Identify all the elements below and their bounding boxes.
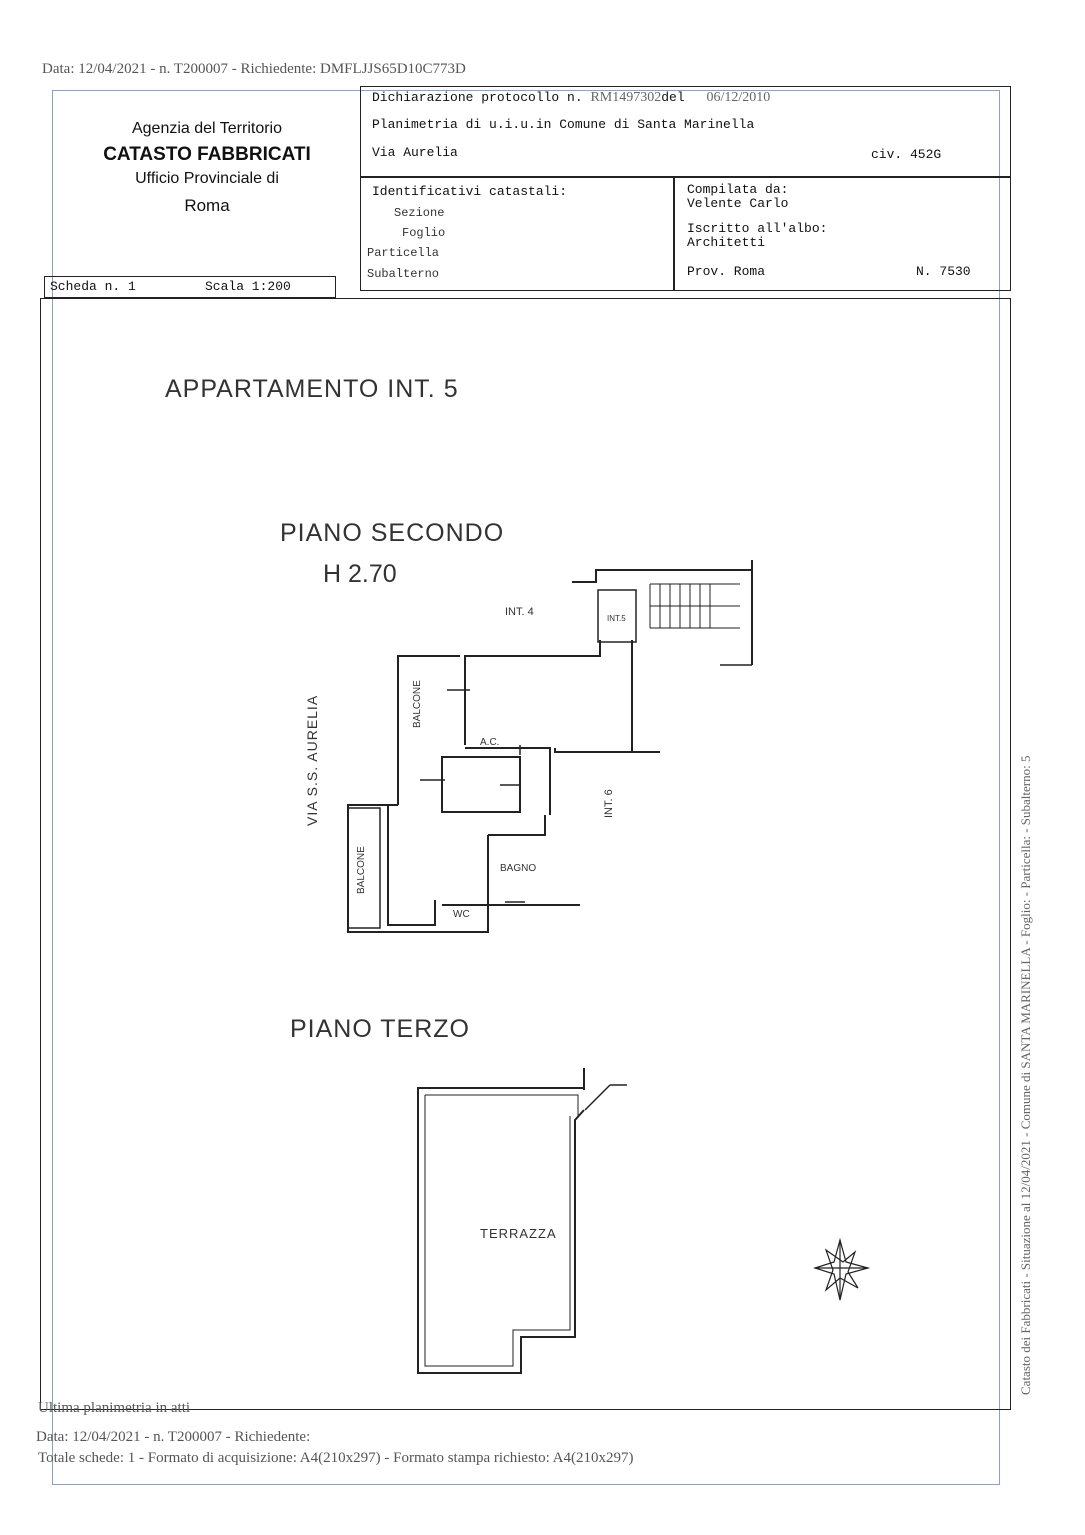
- agency-name: Agenzia del Territorio: [131, 120, 282, 137]
- plan-walls: [348, 560, 752, 932]
- identifier-foglio: Foglio: [402, 226, 446, 240]
- terrazza-outline: [418, 1068, 627, 1373]
- compiled-by-label: Compilata da:: [687, 182, 789, 197]
- register-number: N. 7530: [916, 264, 971, 279]
- identifier-subalterno: Subalterno: [367, 267, 440, 281]
- label-bagno: BAGNO: [500, 863, 537, 874]
- protocol-del: del: [661, 90, 685, 105]
- label-wc: WC: [453, 909, 470, 920]
- office-city: Roma: [184, 196, 230, 215]
- print-header-text: Data: 12/04/2021 - n. T200007 - Richiedente:: [42, 61, 321, 77]
- floor-height: H 2.70: [323, 560, 397, 588]
- protocol-label: Dichiarazione protocollo n.: [372, 90, 583, 105]
- stair-wall-left: [572, 570, 752, 582]
- side-stamp: Catasto dei Fabbricati - Situazione al 12/04/2021 - Comune di SANTA MARINELLA - Foglio: - Particella: - Subalterno: 5: [1018, 755, 1033, 1395]
- living-room-wall: [388, 805, 435, 925]
- office-line: Ufficio Provinciale di: [135, 170, 279, 187]
- identifier-sezione: Sezione: [394, 206, 445, 220]
- balcone-upper-outline: [398, 656, 460, 805]
- province: Prov. Roma: [687, 264, 766, 279]
- street-line: Via Aurelia: [372, 145, 458, 160]
- protocol-number: RM1497302: [590, 90, 662, 105]
- bagno-wall: [488, 815, 545, 835]
- compiler-name: Velente Carlo: [687, 196, 789, 211]
- label-int6: INT. 6: [603, 789, 615, 818]
- last-plan-note: Ultima planimetria in atti: [38, 1400, 191, 1416]
- label-balcone-upper: BALCONE: [412, 680, 423, 728]
- plan-title: APPARTAMENTO INT. 5: [165, 375, 459, 403]
- inner-wall: [555, 748, 632, 752]
- floor-third-title: PIANO TERZO: [290, 1015, 471, 1043]
- scheda-number: Scheda n. 1: [50, 279, 136, 294]
- street-label: VIA S.S. AURELIA: [304, 694, 320, 826]
- civic-number: civ. 452G: [871, 147, 942, 162]
- label-balcone-lower: BALCONE: [356, 846, 367, 894]
- stair-treads: [650, 584, 740, 628]
- inner-wall: [465, 748, 550, 815]
- footer-line-2: Totale schede: 1 - Formato di acquisizione: A4(210x297) - Formato stampa richiesto: A4(210x297): [38, 1450, 634, 1466]
- label-ac: A.C.: [480, 737, 500, 748]
- label-int5: INT.5: [607, 614, 626, 623]
- floor-second-title: PIANO SECONDO: [280, 519, 505, 547]
- print-header-code: DMFLJJS65D10C773D: [320, 61, 466, 77]
- footer-line-1: Data: 12/04/2021 - n. T200007 - Richiedente:: [36, 1429, 311, 1445]
- protocol-date: 06/12/2010: [706, 90, 771, 105]
- label-terrazza: TERRAZZA: [480, 1226, 557, 1241]
- register-label: Iscritto all'albo:: [687, 221, 828, 236]
- identifier-particella: Particella: [367, 246, 440, 260]
- identifiers-title: Identificativi catastali:: [372, 184, 568, 199]
- register-value: Architetti: [687, 235, 766, 250]
- compass-rose-icon: [815, 1240, 868, 1300]
- catasto-title: CATASTO FABBRICATI: [103, 144, 311, 165]
- plan-line: Planimetria di u.i.u.in Comune di Santa Marinella: [372, 117, 755, 132]
- label-int4: INT. 4: [505, 606, 534, 618]
- scale: Scala 1:200: [205, 279, 291, 294]
- stair-wall-bottom: [465, 640, 600, 745]
